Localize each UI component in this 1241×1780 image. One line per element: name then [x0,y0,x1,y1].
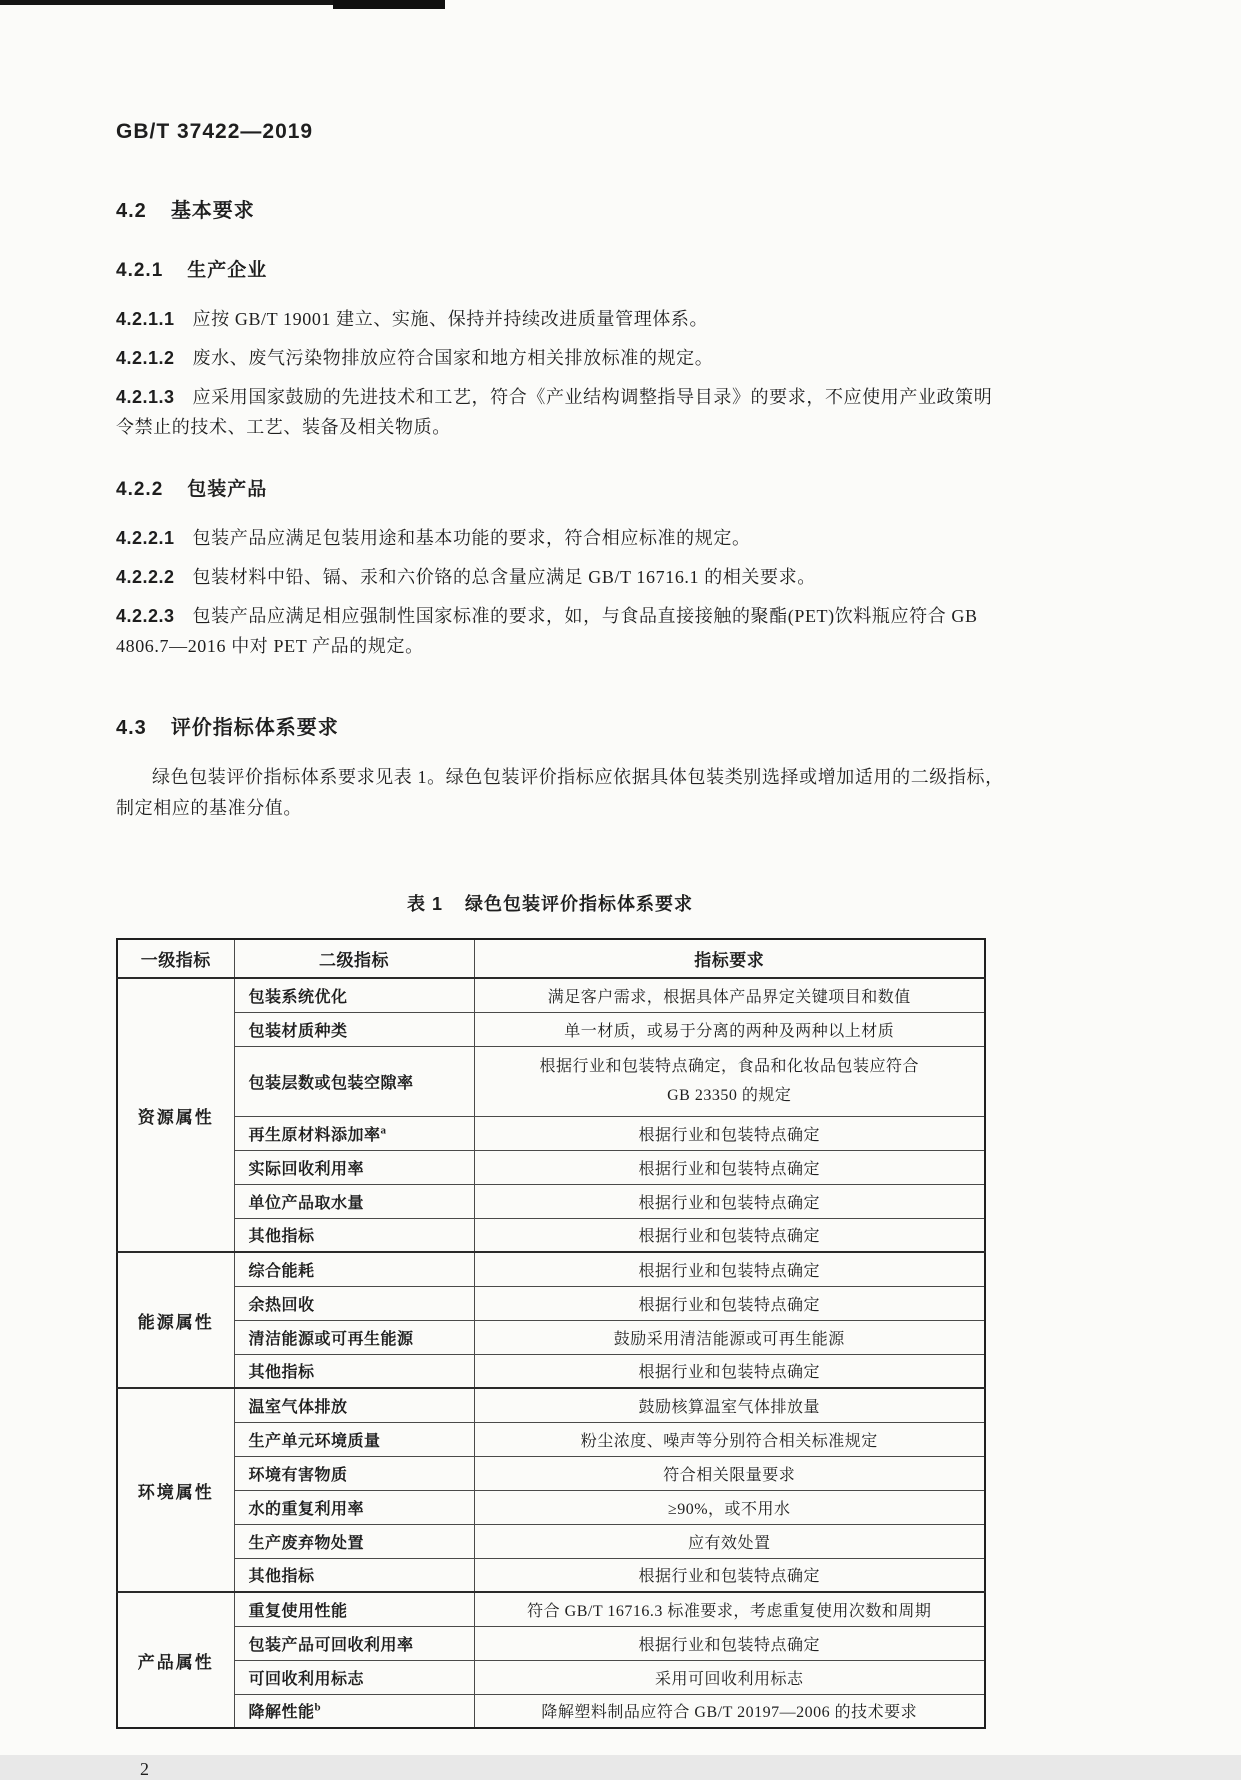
group-label-energy: 能源属性 [117,1252,234,1388]
table-row [117,978,985,1012]
indicator-label: 包装系统优化 [248,988,348,1006]
clause-text: 包装产品应满足相应强制性国家标准的要求，如，与食品直接接触的聚酯(PET)饮料瓶应符合 GB 4806.7—2016 中对 PET 产品的规定。 [116,606,978,656]
clause-number: 4.2.1.2 [116,348,175,368]
clause-text: 应采用国家鼓励的先进技术和工艺，符合《产业结构调整指导目录》的要求，不应使用产业政策明令禁止的技术、工艺、装备及相关物质。 [116,387,993,437]
table-row [117,1388,985,1422]
requirement-cell: ≥90%，或不用水 [474,1490,985,1524]
clause-number: 4.2.1.3 [116,387,175,407]
requirement-cell [474,1046,985,1116]
indicator-label: 余热回收 [248,1296,315,1314]
indicator-label: 其他指标 [248,1364,315,1382]
indicator-cell [234,1150,474,1184]
group-label-product: 产品属性 [117,1592,234,1728]
intro-paragraph: 绿色包装评价指标体系要求见表 1。绿色包装评价指标应依据具体包装类别选择或增加适用的二级指标，制定相应的基准分值。 [116,767,1004,818]
indicator-label: 清洁能源或可再生能源 [248,1330,414,1348]
table-row [117,1456,985,1490]
table-row [117,1116,985,1150]
indicator-label: 其他指标 [248,1228,315,1246]
indicator-cell [234,1286,474,1320]
table-row [117,1012,985,1046]
table-row [117,1660,985,1694]
column-header-requirement: 指标要求 [474,939,985,978]
table-row [117,1694,985,1728]
indicator-cell [234,1694,474,1728]
requirement-cell: 根据行业和包装特点确定 [474,1626,985,1660]
footnote-marker-a: a [380,1124,387,1137]
column-header-level1: 一级指标 [117,939,234,978]
heading-title: 包装产品 [187,479,268,500]
heading-title: 基本要求 [170,200,255,222]
heading-number: 4.2 [116,200,147,222]
clause-4-2-2-2 [116,562,1008,592]
scan-artifact [333,0,445,9]
heading-4-2-1 [116,255,1123,282]
standard-number: GB/T 37422—2019 [116,120,314,143]
requirement-cell: 根据行业和包装特点确定 [474,1184,985,1218]
requirement-cell: 根据行业和包装特点确定 [474,1286,985,1320]
table-header-row [117,939,985,978]
indicator-cell [234,1320,474,1354]
requirement-cell: 根据行业和包装特点确定 [474,1150,985,1184]
heading-4-2 [116,194,1123,223]
clause-4-2-2-3 [116,601,1008,661]
indicator-label: 重复使用性能 [248,1602,348,1620]
table-row [117,1320,985,1354]
indicator-cell [234,1046,474,1116]
heading-number: 4.3 [116,717,147,739]
table-row [117,1046,985,1116]
clause-number: 4.2.2.1 [116,528,175,548]
requirement-cell: 根据行业和包装特点确定 [474,1558,985,1592]
requirement-cell: 降解塑料制品应符合 GB/T 20197—2006 的技术要求 [474,1694,985,1728]
clause-4-2-1-3 [116,382,1008,442]
requirement-cell: 满足客户需求，根据具体产品界定关键项目和数值 [474,978,985,1012]
clause-number: 4.2.2.3 [116,606,175,626]
table-caption [116,890,984,916]
requirement-cell: 鼓励核算温室气体排放量 [474,1388,985,1422]
indicator-label: 环境有害物质 [248,1466,348,1484]
requirement-line-1: 根据行业和包装特点确定，食品和化妆品包装应符合 [539,1058,919,1075]
clause-text: 包装材料中铅、镉、汞和六价铬的总含量应满足 GB/T 16716.1 的相关要求。 [192,567,816,587]
indicator-label: 可回收利用标志 [248,1670,365,1688]
table-row [117,1626,985,1660]
indicator-cell [234,1184,474,1218]
indicator-cell [234,1116,474,1150]
clause-text: 废水、废气污染物排放应符合国家和地方相关排放标准的规定。 [192,348,714,368]
indicator-label: 包装材质种类 [248,1022,348,1040]
indicator-cell [234,978,474,1012]
table-row [117,1184,985,1218]
table-caption-label: 表 1 [406,894,443,914]
requirement-cell: 粉尘浓度、噪声等分别符合相关标准规定 [474,1422,985,1456]
heading-title: 生产企业 [187,260,268,281]
requirement-cell: 采用可回收利用标志 [474,1660,985,1694]
indicator-label: 包装层数或包装空隙率 [248,1074,414,1092]
indicator-cell [234,1592,474,1626]
indicator-cell [234,1422,474,1456]
table-row [117,1286,985,1320]
table-row [117,1354,985,1388]
clause-4-2-1-2 [116,343,1008,373]
indicator-cell [234,1626,474,1660]
requirement-cell: 根据行业和包装特点确定 [474,1354,985,1388]
indicator-cell [234,1524,474,1558]
indicator-label: 综合能耗 [248,1262,315,1280]
heading-4-3 [116,711,1123,740]
requirement-cell: 符合 GB/T 16716.3 标准要求，考虑重复使用次数和周期 [474,1592,985,1626]
table-row [117,1558,985,1592]
indicator-cell [234,1388,474,1422]
heading-number: 4.2.1 [116,260,164,281]
requirement-cell: 根据行业和包装特点确定 [474,1252,985,1286]
footnote-marker-b: b [314,1701,322,1714]
page-number: 2 [140,1759,149,1779]
group-label-environment: 环境属性 [117,1388,234,1592]
indicator-cell [234,1252,474,1286]
indicator-label: 温室气体排放 [248,1398,348,1416]
requirement-cell: 根据行业和包装特点确定 [474,1218,985,1252]
table-row [117,1422,985,1456]
clause-number: 4.2.2.2 [116,567,175,587]
clause-4-2-1-1 [116,304,1008,334]
indicator-cell [234,1490,474,1524]
indicator-label: 实际回收利用率 [248,1160,365,1178]
table-row [117,1490,985,1524]
table-row [117,1252,985,1286]
indicator-cell [234,1354,474,1388]
indicator-label: 再生原材料添加率 [248,1126,381,1144]
indicator-cell [234,1218,474,1252]
requirement-cell: 根据行业和包装特点确定 [474,1116,985,1150]
indicator-cell [234,1012,474,1046]
indicator-cell [234,1558,474,1592]
indicator-label: 单位产品取水量 [248,1194,365,1212]
table-caption-title: 绿色包装评价指标体系要求 [465,894,693,914]
indicator-label: 生产单元环境质量 [248,1432,381,1450]
requirement-cell: 应有效处置 [474,1524,985,1558]
heading-number: 4.2.2 [116,479,164,500]
requirement-cell: 单一材质，或易于分离的两种及两种以上材质 [474,1012,985,1046]
table-row [117,1150,985,1184]
requirement-cell: 符合相关限量要求 [474,1456,985,1490]
clause-4-2-2-1 [116,523,1008,553]
indicator-cell [234,1660,474,1694]
column-header-level2: 二级指标 [234,939,474,978]
indicator-table [116,938,986,1729]
clause-text: 包装产品应满足包装用途和基本功能的要求，符合相应标准的规定。 [192,528,751,548]
heading-4-2-2 [116,474,1123,501]
table-row [117,1218,985,1252]
indicator-label: 生产废弃物处置 [248,1534,365,1552]
scan-artifact [0,0,345,5]
indicator-label: 包装产品可回收利用率 [248,1636,414,1654]
heading-title: 评价指标体系要求 [170,717,339,739]
table-row [117,1524,985,1558]
indicator-cell [234,1456,474,1490]
clause-number: 4.2.1.1 [116,309,175,329]
indicator-label: 降解性能 [248,1704,315,1722]
clause-text: 应按 GB/T 19001 建立、实施、保持并持续改进质量管理体系。 [192,309,709,329]
requirement-cell: 鼓励采用清洁能源或可再生能源 [474,1320,985,1354]
indicator-label: 水的重复利用率 [248,1500,365,1518]
table-row [117,1592,985,1626]
group-label-resource: 资源属性 [117,978,234,1252]
indicator-label: 其他指标 [248,1568,315,1586]
requirement-line-2: GB 23350 的规定 [667,1087,792,1104]
